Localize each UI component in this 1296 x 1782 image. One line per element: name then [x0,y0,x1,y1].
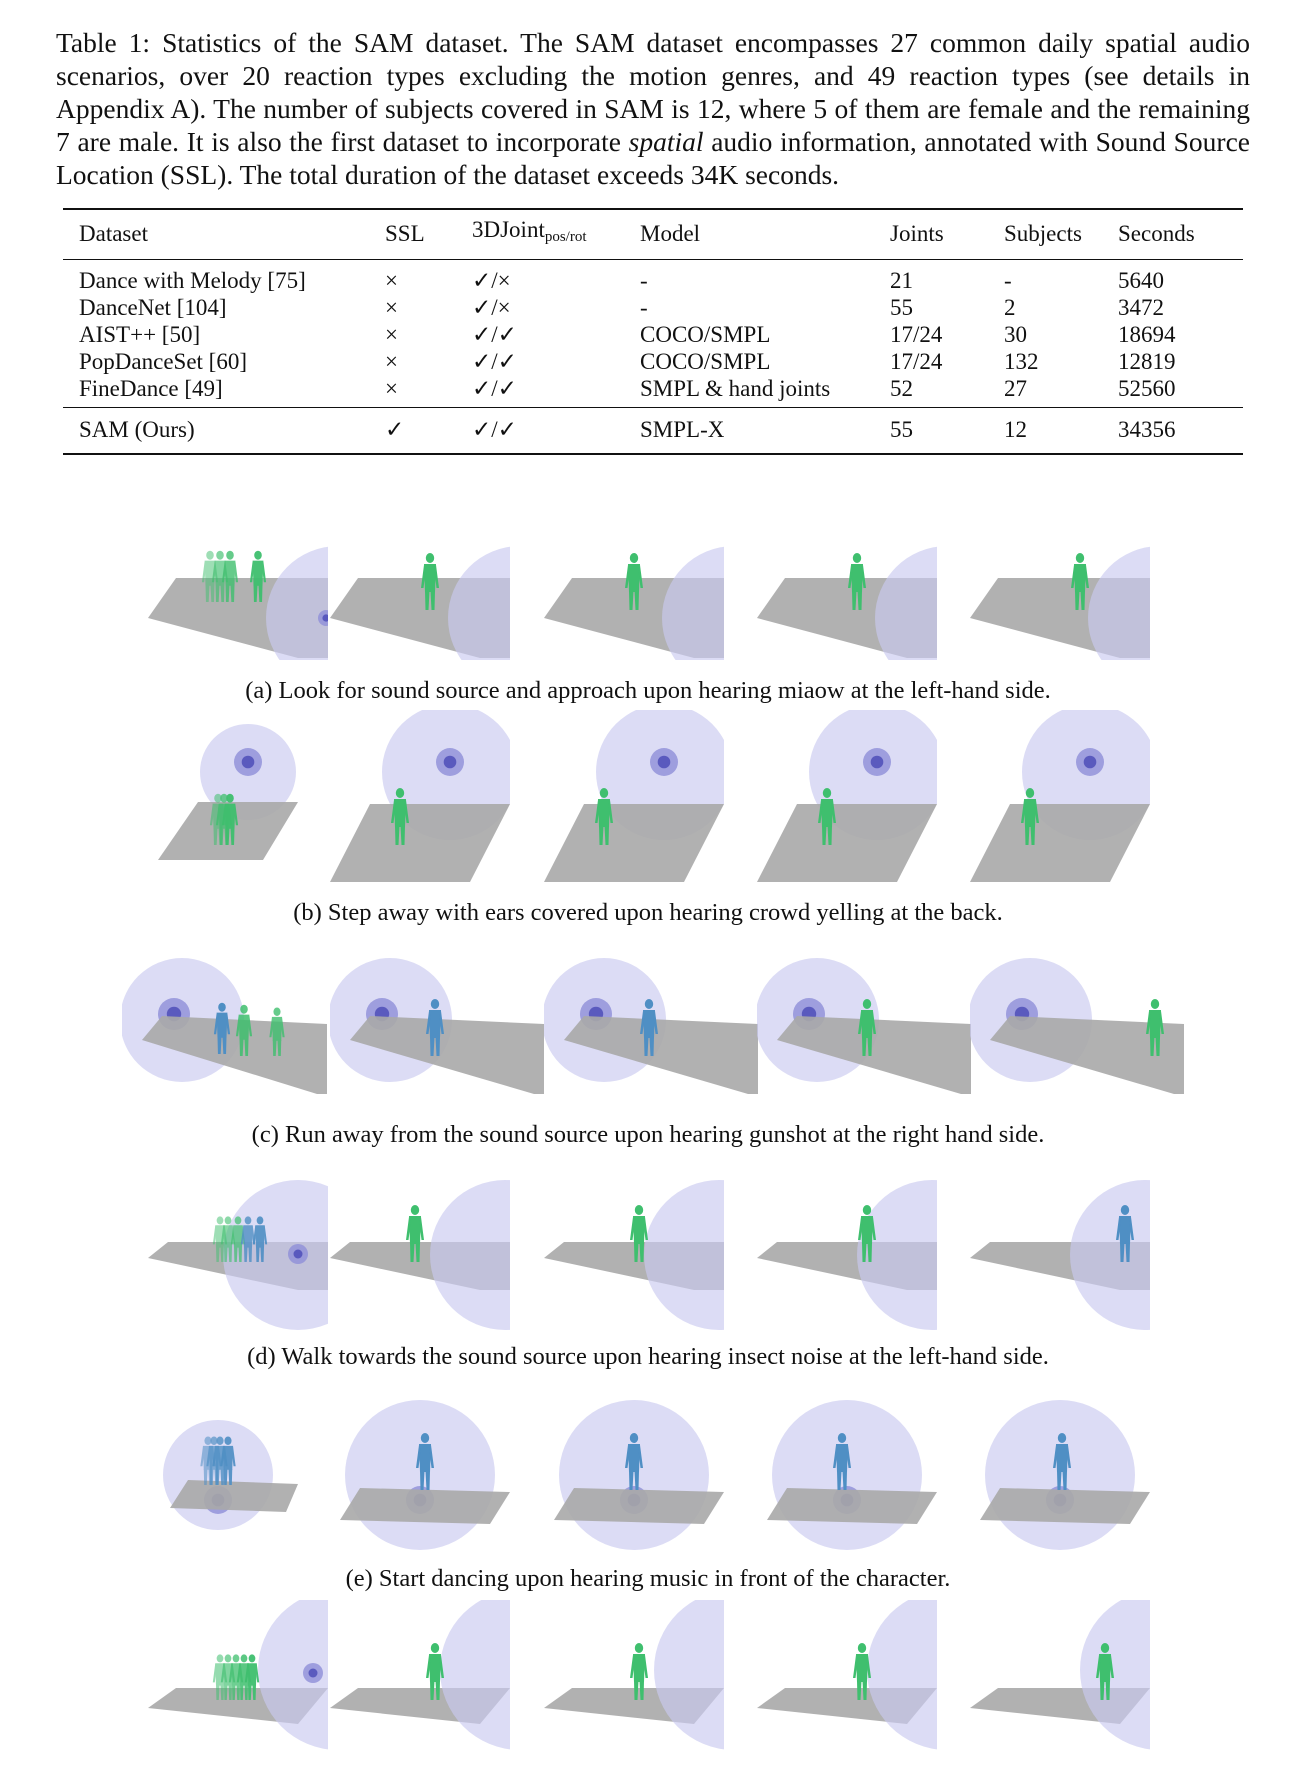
figure-panel-0 [148,1180,328,1330]
cell-dataset: PopDanceSet [60] [79,349,247,374]
table-row [63,260,1243,295]
figure-panel-0 [158,710,298,882]
cell-subjects: 2 [1004,295,1016,320]
sound-sphere [223,1180,328,1330]
cell-joints: 21 [890,268,913,293]
cell-seconds: 5640 [1118,268,1164,293]
cell-ssl: × [385,295,398,320]
sound-sphere [430,1180,510,1330]
cell-dataset: SAM (Ours) [63,408,385,455]
sound-source-core [658,756,671,769]
figure-row-c [0,944,1296,1100]
header-ssl: SSL [385,209,472,260]
sound-source-core [242,756,255,769]
header-3djoint [472,209,640,260]
table-row [63,321,1243,348]
sound-source-core [309,1669,318,1678]
cell-ssl: × [385,349,398,374]
figure-panel-3 [757,944,971,1100]
figure-panel-0 [148,1600,328,1750]
floor-plane [170,1480,298,1512]
figure-row-b [0,710,1296,882]
header-joints: Joints [890,209,1004,260]
cell-seconds: 3472 [1118,295,1164,320]
cell-ssl: ✓ [385,408,472,455]
header-3djoint-main: 3DJoint [472,217,545,242]
figure-panel-2 [544,540,724,660]
table-row [63,294,1243,321]
cell-seconds: 18694 [1118,322,1176,347]
sound-sphere [644,1180,724,1330]
cell-model: - [640,295,648,320]
cell-seconds: 52560 [1118,376,1176,401]
table-caption [56,26,1250,191]
figure-panel-4 [970,1180,1150,1330]
figure-panel-3 [757,710,937,882]
cell-ssl: × [385,376,398,401]
cell-model: - [640,268,648,293]
floor-plane [970,804,1150,882]
cell-ssl: × [385,268,398,293]
table-row-ours [63,408,1243,455]
figure-panel-4 [970,1400,1150,1550]
cell-subjects: 132 [1004,349,1039,374]
sound-sphere [440,1600,510,1750]
figure-panel-4 [970,1600,1150,1750]
cell-joints: 55 [890,295,913,320]
figure-panel-0 [148,540,328,660]
sound-sphere [266,546,328,660]
sound-sphere [654,1600,724,1750]
floor-plane [330,804,510,882]
sound-sphere [1080,1600,1150,1750]
cell-subjects: - [1004,268,1012,293]
cell-subjects: 27 [1004,376,1027,401]
figure-panel-3 [757,1600,937,1750]
figure-panel-2 [544,710,724,882]
table-row [63,375,1243,408]
cell-dataset: Dance with Melody [75] [79,268,306,293]
header-subjects: Subjects [1004,209,1118,260]
sound-sphere [867,1600,937,1750]
floor-plane [757,804,937,882]
caption-text-1: Statistics of the SAM dataset. The SAM dataset encompasses 27 common daily spatial audio scenarios, over 20 reaction types excluding the motion genres, and 49 reaction types (see details in Appendix A). The number of subjects covered in SAM is 12, where 5 of them are female and the remaining 7 are male. It is also the first dataset to incorporate [56,27,1250,157]
sound-sphere [1088,546,1150,660]
floor-plane [544,804,724,882]
figure-caption-e: (e) Start dancing upon hearing music in front of the character. [345,1565,951,1592]
header-model: Model [640,209,890,260]
figure-row-e [0,1400,1296,1550]
figure-row-f [0,1600,1296,1750]
header-dataset: Dataset [63,209,385,260]
cell-3djoint: ✓/× [472,268,511,293]
cell-joints: 52 [890,376,913,401]
header-3djoint-sub: pos/rot [544,229,587,245]
sound-sphere [345,1400,495,1550]
sound-sphere [559,1400,709,1550]
figure-panel-3 [757,1400,937,1550]
cell-3djoint: ✓/✓ [472,376,517,401]
figure-panel-4 [970,710,1150,882]
cell-model: COCO/SMPL [640,349,771,374]
figure-row-d [0,1180,1296,1330]
table-header-row [63,209,1243,260]
figure-panel-2 [544,1600,724,1750]
figure-panel-2 [544,944,758,1100]
figure-panel-1 [330,710,510,882]
figure-panel-3 [757,540,937,660]
cell-3djoint: ✓/× [472,295,511,320]
floor-plane [767,1488,937,1524]
statistics-table [63,208,1243,455]
sound-sphere [448,546,510,660]
sound-source-core [871,756,884,769]
cell-dataset: DanceNet [104] [79,295,227,320]
cell-joints: 55 [890,408,1004,455]
figure-panel-2 [544,1180,724,1330]
figure-caption-a: (a) Look for sound source and approach upon hearing miaow at the left-hand side. [245,677,1051,704]
cell-subjects: 30 [1004,322,1027,347]
cell-subjects: 12 [1004,408,1118,455]
figure-panel-1 [330,1400,510,1550]
figure-panel-4 [970,944,1184,1100]
figure-panel-1 [330,1600,510,1750]
figure-panel-0 [158,1400,298,1550]
figure-panel-0 [122,944,327,1100]
figure-caption-d: (d) Walk towards the sound source upon hearing insect noise at the left-hand side. [247,1343,1049,1370]
figure-panel-4 [970,540,1150,660]
caption-emphasis: spatial [628,126,704,157]
sound-sphere [772,1400,922,1550]
sound-source-core [1084,756,1097,769]
cell-dataset: AIST++ [50] [79,322,201,347]
floor-plane [980,1488,1150,1524]
floor-plane [554,1488,724,1524]
cell-seconds: 34356 [1118,408,1243,455]
header-seconds: Seconds [1118,209,1243,260]
cell-3djoint: ✓/✓ [472,408,640,455]
sound-sphere [875,546,937,660]
figure-caption-b: (b) Step away with ears covered upon hearing crowd yelling at the back. [293,899,1003,926]
figure-panel-3 [757,1180,937,1330]
cell-3djoint: ✓/✓ [472,322,517,347]
cell-3djoint: ✓/✓ [472,349,517,374]
figure-panel-1 [330,944,544,1100]
caption-text-2: audio information, annotated with Sound Source Location (SSL). The total duration of the dataset exceeds 34K seconds. [56,126,1250,190]
cell-model: SMPL & hand joints [640,376,831,401]
figure-panel-2 [544,1400,724,1550]
figure-row-a [0,540,1296,660]
cell-joints: 17/24 [890,322,943,347]
cell-model: COCO/SMPL [640,322,771,347]
floor-plane [340,1488,510,1524]
sound-sphere [662,546,724,660]
figure-panel-1 [330,1180,510,1330]
cell-ssl: × [385,322,398,347]
cell-joints: 17/24 [890,349,943,374]
cell-dataset: FineDance [49] [79,376,223,401]
table-row [63,348,1243,375]
sound-sphere [1070,1180,1150,1330]
cell-seconds: 12819 [1118,349,1176,374]
table-label: Table 1: [56,27,151,58]
sound-source-core [444,756,457,769]
figure-panel-1 [330,540,510,660]
sound-source-core [294,1250,303,1259]
cell-model: SMPL-X [640,408,890,455]
figure-caption-c: (c) Run away from the sound source upon hearing gunshot at the right hand side. [251,1121,1045,1148]
